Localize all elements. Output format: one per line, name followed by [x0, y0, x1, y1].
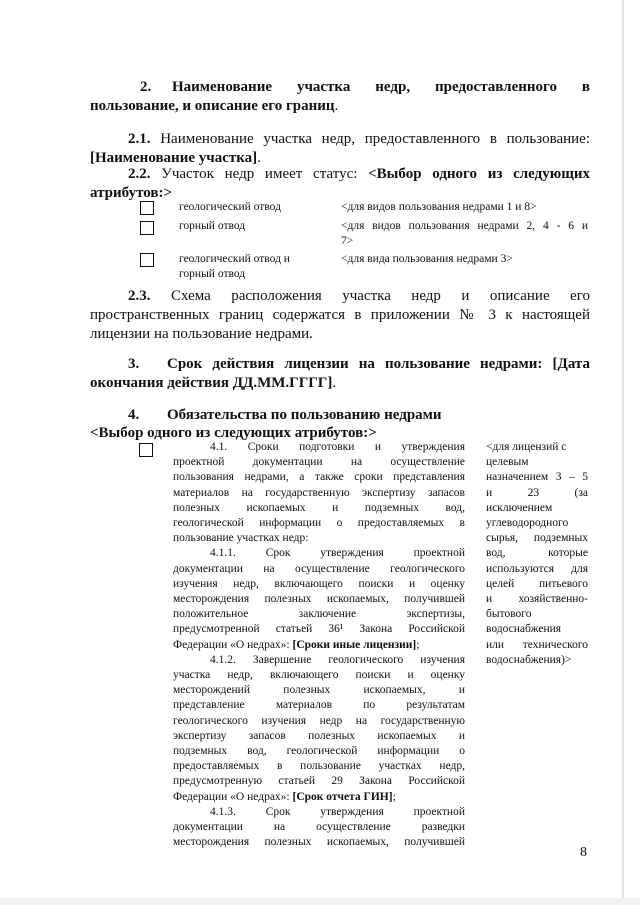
obligation-line: предусмотренную статьей 29 Закона Российской	[173, 775, 465, 788]
page-number: 8	[580, 845, 587, 860]
obligation-line: Федерации «О недрах»: [Срок отчета ГИН];	[173, 790, 396, 803]
section-2-number: 2.	[140, 79, 152, 95]
obligation-line: предоставляемых в пользование участках недр,	[173, 760, 465, 773]
section-4-subtitle: <Выбор одного из следующих атрибутов:>	[90, 425, 377, 441]
obligation-line: предусмотренной статьей 36¹ Закона Российской	[173, 623, 465, 636]
checkbox-obligation-option[interactable]	[139, 443, 153, 457]
note-line: вод, которые	[486, 547, 588, 560]
note-line: целей питьевого	[486, 577, 588, 590]
status-option-3-label-line1: геологический отвод и	[179, 253, 290, 265]
obligation-line: месторождения полезных ископаемых, получившей	[173, 836, 465, 849]
section-3-line2: окончания действия ДД.ММ.ГГГГ].	[90, 375, 337, 391]
obligation-line: месторождения полезных ископаемых, получившей	[173, 593, 465, 605]
paragraph-2-1-line2: [Наименование участка].	[90, 150, 261, 166]
obligation-line: 4.1.3. Срок утверждения проектной	[210, 805, 465, 818]
obligation-line: изучения недр, включающего поиски и оценку	[173, 577, 465, 590]
obligation-line: документации на осуществление геологического	[173, 562, 465, 575]
section-2-title-line1: Наименование участка недр, предоставленного в	[172, 79, 590, 95]
note-line: сырья, подземных	[486, 532, 588, 545]
obligation-line: пользование участках недр:	[173, 532, 309, 545]
obligation-line: подземных вод, геологической информации о	[173, 745, 465, 757]
section-3-number: 3.	[128, 356, 140, 372]
obligation-line: геологического изучения недр на государственную	[173, 714, 465, 727]
note-line: или технического	[486, 638, 588, 651]
obligation-line: месторождений полезных ископаемых, и	[173, 684, 465, 697]
status-option-2-note-line2: 7>	[341, 235, 354, 247]
note-line: водоснабжения)>	[486, 653, 572, 666]
obligation-line: положительное заключение экспертизы,	[173, 608, 465, 621]
note-line: используются для	[486, 562, 588, 575]
obligation-line: материалов на государственную экспертизу запасов	[173, 486, 465, 499]
obligation-line: геологической информации о предоставляемых в	[173, 517, 465, 529]
section-3-line1: Срок действия лицензии на пользование недрами: [Дата	[167, 356, 590, 372]
note-line: и хозяйственно-	[486, 593, 588, 605]
obligation-line: полезных ископаемых и подземных вод,	[173, 501, 465, 514]
note-line: водоснабжения	[486, 623, 562, 636]
paragraph-2-3-line3: лицензии на пользование недрами.	[90, 326, 313, 342]
section-4-title: Обязательства по пользованию недрами	[167, 407, 442, 423]
note-line: <для лицензий с	[486, 441, 567, 453]
obligation-line: экспертизу запасов полезных ископаемых и	[173, 729, 465, 742]
paragraph-2-1-line1: 2.1. Наименование участка недр, предоставленного в пользование:	[128, 131, 591, 147]
obligation-line: участка недр, включающего поиски и оценку	[173, 669, 465, 681]
note-line: углеводородного	[486, 517, 569, 529]
note-line: исключением	[486, 501, 553, 514]
paragraph-2-2-line1: 2.2. Участок недр имеет статус: <Выбор одного из следующих	[128, 166, 591, 182]
paragraph-2-2-line2: атрибутов:>	[90, 185, 173, 201]
obligation-line: Федерации «О недрах»: [Сроки иные лицензии];	[173, 638, 420, 651]
note-line: бытового	[486, 608, 532, 621]
status-option-2-note-line1: <для видов пользования недрами 2, 4 - 6 и	[341, 220, 588, 232]
paragraph-2-3-line2: пространственных границ содержатся в приложении № 3 к настоящей	[90, 307, 590, 323]
obligation-line: документации на осуществление разведки	[173, 821, 465, 833]
obligation-line: 4.1. Сроки подготовки и утверждения	[210, 441, 465, 453]
note-line: назначением 3 – 5	[486, 471, 588, 484]
obligation-line: проектной документации на осуществление	[173, 456, 465, 469]
section-2-title-line2: пользование, и описание его границ.	[90, 98, 339, 114]
note-line: и 23 (за	[486, 486, 588, 499]
page-right-edge	[622, 0, 624, 905]
obligation-line: 4.1.2. Завершение геологического изучения	[210, 653, 465, 666]
status-option-1-note: <для видов пользования недрами 1 и 8>	[341, 201, 537, 213]
checkbox-geological-allotment[interactable]	[140, 201, 154, 215]
section-4-number: 4.	[128, 407, 140, 423]
checkbox-geological-and-mining-allotment[interactable]	[140, 253, 154, 267]
status-option-2-label: горный отвод	[179, 220, 246, 232]
obligation-line: представление материалов по результатам	[173, 699, 465, 712]
status-option-3-note: <для вида пользования недрами 3>	[341, 253, 513, 265]
status-option-3-label-line2: горный отвод	[179, 268, 246, 280]
checkbox-mining-allotment[interactable]	[140, 221, 154, 235]
page-bottom-edge	[0, 898, 640, 905]
paragraph-2-3-line1: 2.3. Схема расположения участка недр и описание его	[128, 288, 590, 304]
obligation-line: 4.1.1. Срок утверждения проектной	[210, 547, 465, 560]
obligation-line: пользования недрами, а также сроки представления	[173, 471, 465, 484]
note-line: целевым	[486, 456, 529, 469]
status-option-1-label: геологический отвод	[179, 201, 281, 213]
